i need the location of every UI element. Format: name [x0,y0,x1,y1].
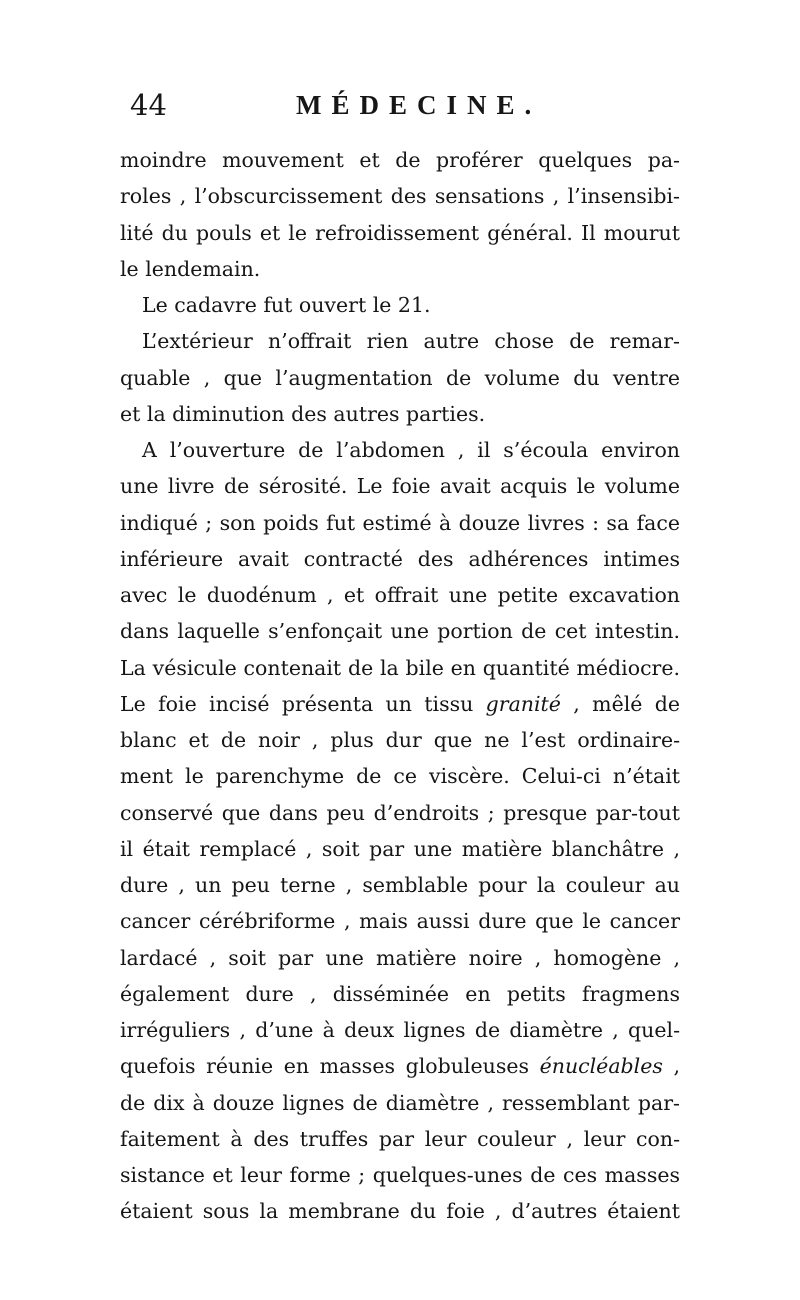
text-line: irréguliers , d’une à deux lignes de diamètre , quel- [120,1018,680,1042]
text-line: quefois réunie en masses globuleuses énucléables , [120,1054,680,1079]
running-title: MÉDECINE. [296,90,542,120]
text-line: L’extérieur n’offrait rien autre chose de remar- [142,329,680,354]
italic-term: granité [485,691,561,716]
text-line: lardacé , soit par une matière noire , homogène , [120,945,680,970]
text-line: étaient sous la membrane du foie , d’autres étaient [120,1199,680,1224]
text-line: inférieure avait contracté des adhérences intimes [120,546,680,571]
text-line: également dure , disséminée en petits fragmens [120,981,680,1006]
text-line: faitement à des truffes par leur couleur , leur con- [120,1126,680,1151]
italic-term: énucléables [539,1054,663,1079]
page-number: 44 [130,88,167,122]
text-line: une livre de sérosité. Le foie avait acquis le volume [120,474,680,499]
text-line: indiqué ; son poids fut estimé à douze livres : sa face [120,510,680,535]
text-line: A l’ouverture de l’abdomen , il s’écoula environ [142,438,680,462]
text-line: dure , un peu terne , semblable pour la couleur au [120,873,680,897]
text-line: moindre mouvement et de proférer quelques pa- [120,148,680,172]
page-header [130,88,690,132]
body-text [120,142,680,1230]
text-line: roles , l’obscurcissement des sensations , l’insensibi- [120,184,680,209]
text-line: Le cadavre fut ouvert le 21. [142,293,431,317]
text-line: La vésicule contenait de la bile en quantité médiocre. [120,655,680,680]
text-line: dans laquelle s’enfonçait une portion de cet intestin. [120,619,680,644]
text-line: conservé que dans peu d’endroits ; presque par-tout [120,800,680,825]
text-line: avec le duodénum , et offrait une petite excavation [120,583,680,607]
text-line: blanc et de noir , plus dur que ne l’est ordinaire- [120,728,680,752]
text-line: quable , que l’augmentation de volume du ventre [120,365,680,390]
text-line: sistance et leur forme ; quelques-unes de ces masses [120,1163,680,1187]
text-line: Le foie incisé présenta un tissu granité , mêlé de [120,691,680,716]
text-line: il était remplacé , soit par une matière blanchâtre , [120,836,680,861]
text-line: le lendemain. [120,256,261,281]
text-line: de dix à douze lignes de diamètre , ressemblant par- [120,1090,680,1115]
text-line: ment le parenchyme de ce viscère. Celui-ci n’était [120,764,680,789]
text-line: cancer cérébriforme , mais aussi dure que le cancer [120,909,680,934]
text-line: et la diminution des autres parties. [120,401,486,426]
text-line: lité du pouls et le refroidissement général. Il mourut [120,220,680,245]
